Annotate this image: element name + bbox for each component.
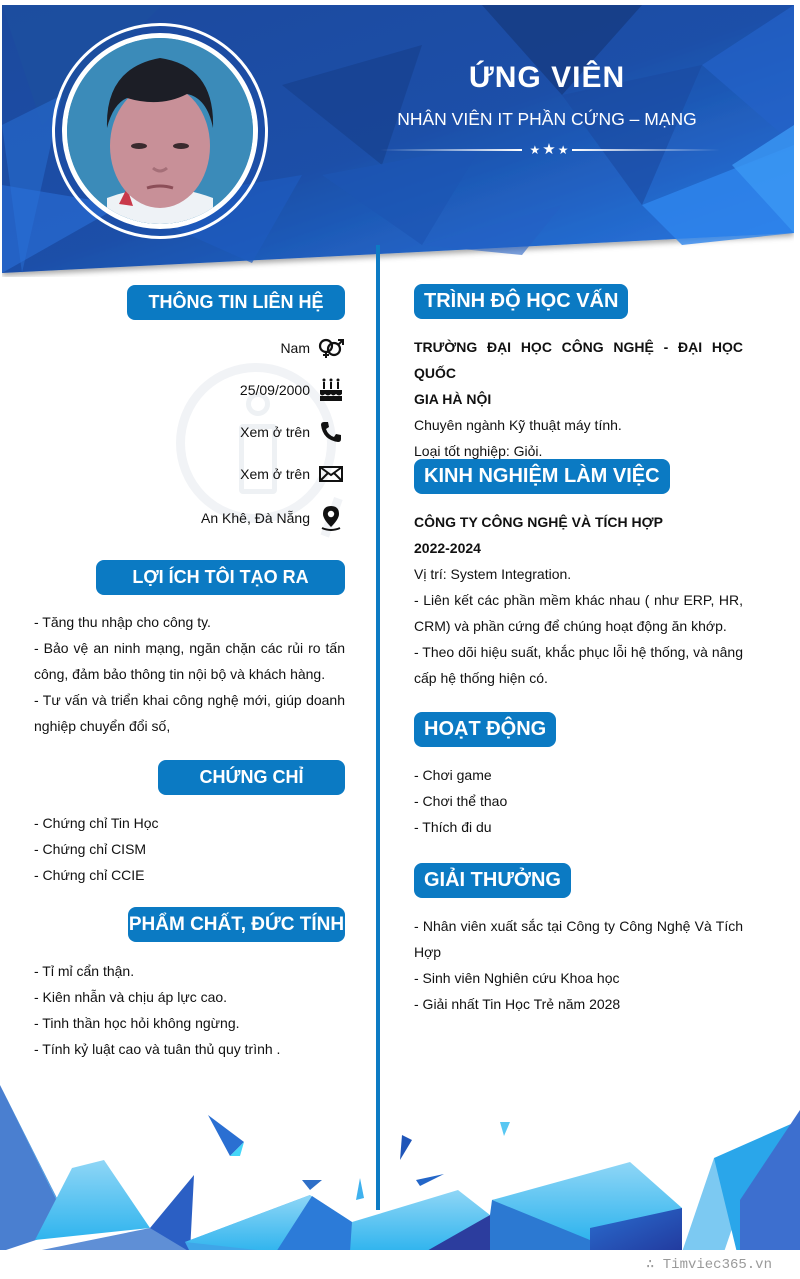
duty-line: - Liên kết các phần mềm khác nhau ( như ERP, HR, [414,592,743,608]
quality-item: - Kiên nhẫn và chịu áp lực cao. [34,989,228,1005]
column-divider [376,245,380,1185]
benefit-line: - Bảo vệ an ninh mạng, ngăn chặn các rủi ro tấn [34,640,345,656]
education-heading: TRÌNH ĐỘ HỌC VẤN [414,284,628,319]
award-line: - Giải nhất Tin Học Trẻ năm 2028 [414,996,621,1012]
activity-item: - Chơi game [414,767,492,783]
certificates-list [34,810,345,888]
footer-polygon-art [0,1070,800,1250]
avatar [62,33,258,229]
certificates-heading: CHỨNG CHỈ [158,760,345,795]
benefit-line: - Tư vấn và triển khai công nghệ mới, giúp doanh [34,692,345,708]
graduation-grade: Loại tốt nghiệp: Giỏi. [414,443,543,459]
phone-icon [318,420,344,444]
benefit-line: nghiệp chuyển đổi số, [34,718,171,734]
contact-gender [280,335,344,361]
activity-item: - Thích đi du [414,819,492,835]
contact-email [240,461,344,487]
stars-icon: ★★★ [529,141,571,158]
school-name-cont: GIA HÀ NỘI [414,391,492,407]
certificate-item: - Chứng chỉ Tin Học [34,815,159,831]
map-pin-icon [318,506,344,530]
activities-list [414,762,743,840]
divider-line-left [380,149,522,151]
envelope-icon [318,462,344,486]
work-period: 2022-2024 [414,540,481,556]
quality-item: - Tinh thần học hỏi không ngừng. [34,1015,240,1031]
award-line: Hợp [414,944,442,960]
gender-value: Nam [280,340,310,356]
email-value: Xem ở trên [240,466,310,482]
gender-icon [318,336,344,360]
duty-line: CRM) và phần cứng để chúng hoạt động ăn khớp. [414,618,727,634]
quality-item: - Tính kỷ luật cao và tuân thủ quy trình . [34,1041,281,1057]
benefits-heading: LỢI ÍCH TÔI TẠO RA [96,560,345,595]
portrait-photo [67,38,253,224]
benefit-line: công, đảm bảo thông tin nội bộ và khách hàng. [34,666,326,682]
benefit-line: - Tăng thu nhập cho công ty. [34,614,211,630]
duty-line: cấp hệ thống hiện có. [414,670,548,686]
address-value: An Khê, Đà Nẵng [201,510,310,526]
cv-page [2,5,794,1253]
company-name: CÔNG TY CÔNG NGHỆ VÀ TÍCH HỢP [414,514,663,530]
title-divider [380,143,720,157]
awards-heading: GIẢI THƯỞNG [414,863,571,898]
experience-heading: KINH NGHIỆM LÀM VIỆC [414,459,670,494]
quality-item: - Tỉ mỉ cẩn thận. [34,963,135,979]
qualities-heading: PHẨM CHẤT, ĐỨC TÍNH [128,907,345,942]
award-line: - Nhân viên xuất sắc tại Công ty Công Nghệ Và Tích [414,918,743,934]
contact-heading: THÔNG TIN LIÊN HỆ [127,285,345,320]
contact-address [201,505,344,531]
school-name: TRƯỜNG ĐẠI HỌC CÔNG NGHỆ - ĐẠI HỌC QUỐC [414,339,743,381]
awards-list [414,913,743,1017]
divider-line-right [572,149,720,151]
benefits-list [34,609,345,739]
contact-phone [240,419,344,445]
position: Vị trí: System Integration. [414,566,572,582]
experience-block [414,509,743,691]
header-banner [2,5,794,277]
qualities-list [34,958,345,1062]
certificate-item: - Chứng chỉ CCIE [34,867,145,883]
birthday-cake-icon [318,378,344,402]
activity-item: - Chơi thể thao [414,793,508,809]
contact-birthday [240,377,344,403]
education-block [414,334,743,464]
job-title: NHÂN VIÊN IT PHẦN CỨNG – MẠNG [397,109,697,129]
certificate-item: - Chứng chỉ CISM [34,841,147,857]
duty-line: - Theo dõi hiệu suất, khắc phục lỗi hệ thống, và nâng [414,644,743,660]
watermark-credit: ∴ Timviec365.vn [645,1257,772,1273]
award-line: - Sinh viên Nghiên cứu Khoa học [414,970,620,986]
activities-heading: HOẠT ĐỘNG [414,712,556,747]
birthday-value: 25/09/2000 [239,382,310,398]
phone-value: Xem ở trên [240,424,310,440]
candidate-name: ỨNG VIÊN [468,61,626,94]
major: Chuyên ngành Kỹ thuật máy tính. [414,417,622,433]
